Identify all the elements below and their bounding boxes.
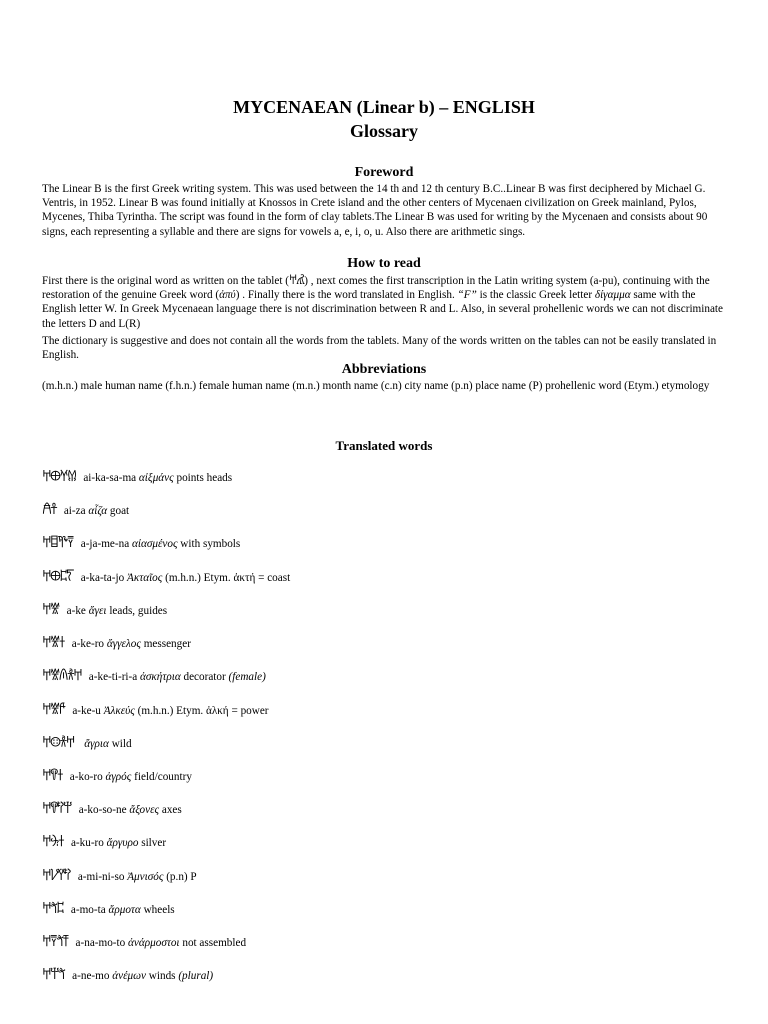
linear-b-glyph: 𐀁𐀼 bbox=[42, 503, 56, 518]
glossary-entry bbox=[42, 669, 732, 685]
transliteration: a-ja-me-na bbox=[80, 538, 130, 550]
greek-word: ἄγρια bbox=[84, 738, 109, 750]
transliteration: a-ku-ro bbox=[70, 837, 104, 849]
glossary-entry bbox=[42, 802, 732, 818]
transliteration: a-ne-mo bbox=[72, 970, 110, 982]
greek-word: ἄξονες bbox=[129, 804, 160, 816]
greek-word: ἄγγελος bbox=[106, 638, 141, 650]
greek-word: Ἀλκεύς bbox=[103, 705, 135, 717]
greek-word: Ἀκταῖος bbox=[126, 572, 163, 584]
linear-b-glyph: 𐀀𐀒𐀫 bbox=[42, 769, 62, 784]
greek-word: αἰασμένος bbox=[131, 538, 178, 550]
greek-word: ἀνάρμοστοι bbox=[128, 937, 180, 949]
linear-b-glyph: 𐀀𐀗𐀲 bbox=[42, 902, 63, 917]
transliteration: a-ke-ti-ri-a bbox=[88, 671, 138, 683]
glossary-entry bbox=[42, 869, 732, 885]
htr-text-b: ) , next comes the first transcription in the Latin writing system (a-pu), continuing with the restoration of the genuine Greek word ( bbox=[42, 275, 710, 302]
htr-text-e: same with the English letter W. In Greek Mycenaean language there is not discrimination between R and L. Also, in several prohellenic words we can not discriminate the letters D and L(R) bbox=[42, 289, 723, 330]
title-line-1: MYCENAEAN (Linear b) – ENGLISH bbox=[233, 97, 535, 117]
transliteration: a-ke-ro bbox=[71, 638, 105, 650]
translated-words-heading: Translated words bbox=[335, 438, 433, 453]
htr-text-a: First there is the original word as written on the tablet ( bbox=[42, 275, 289, 287]
meaning-note: (female) bbox=[228, 671, 266, 683]
transliteration: a-mo-ta bbox=[70, 904, 106, 916]
glossary-entry bbox=[42, 503, 732, 519]
linear-b-glyph: 𐀀𐀚𐀗 bbox=[42, 968, 65, 983]
linear-b-glyph: 𐀀𐀐 bbox=[42, 603, 59, 618]
linear-b-glyph: 𐀀𐀊𐀕𐀙 bbox=[42, 536, 73, 551]
transliteration: ai-za bbox=[63, 505, 86, 517]
greek-word: Ἀμνισός bbox=[127, 871, 164, 883]
english-meaning: points heads bbox=[176, 472, 233, 484]
greek-word: ἅρμοτα bbox=[108, 904, 141, 916]
glossary-entry bbox=[42, 603, 732, 619]
htr-quote: “F” bbox=[457, 289, 477, 302]
english-meaning: goat bbox=[109, 505, 130, 517]
glossary-entry bbox=[42, 703, 732, 719]
transliteration: a-na-mo-to bbox=[75, 937, 126, 949]
greek-word: ἀσκήτρια bbox=[140, 671, 181, 683]
english-meaning: not assembled bbox=[182, 937, 247, 949]
abbreviations-heading: Abbreviations bbox=[341, 362, 427, 377]
english-meaning: leads, guides bbox=[109, 605, 168, 617]
linear-b-glyph: 𐀀𐀐𐀫 bbox=[42, 636, 64, 651]
glossary-entry bbox=[42, 968, 732, 984]
htr-greek-word: ἀπύ bbox=[219, 289, 236, 302]
linear-b-glyph: 𐀀𐀐𐀄 bbox=[42, 703, 65, 718]
glossary-entry bbox=[42, 636, 732, 652]
title-line-2: Glossary bbox=[349, 121, 418, 141]
foreword-text: The Linear B is the first Greek writing system. This was used between the 14 th and 12 th century B.C..Linear B was first deciphered by Michael G. Ventris, in 1952. Linear B was found initially at Knossos in Crete island and the other centers of Mycenaen civilization on Greek mainland, Pylos, Mycenes, Thiba Tyrintha. The script was found in the form of clay tablets.The Linear B was used for writing by the Mycenaen and consists about 90 signs, each representing a syllable and there are signs for vowels a, e, i, o, u. Also there are arithmetic sings. bbox=[42, 183, 708, 238]
how-to-read-heading: How to read bbox=[347, 256, 421, 271]
glossary-entry bbox=[42, 470, 732, 486]
meaning-note: (plural) bbox=[178, 970, 214, 982]
linear-b-glyph: 𐀀𐀖𐀛𐀰 bbox=[42, 869, 70, 884]
english-meaning: winds bbox=[148, 970, 176, 982]
how-to-read-note: The dictionary is suggestive and does not contain all the words from the tablets. Many of the words written on the tables can not be easily translated in English. bbox=[42, 335, 717, 362]
english-meaning: (m.h.n.) Etym. ἀλκή = power bbox=[137, 705, 269, 717]
how-to-read-paragraph bbox=[42, 273, 732, 331]
greek-word: αἰξμάνς bbox=[138, 472, 174, 484]
glossary-entry bbox=[42, 835, 732, 851]
english-meaning: axes bbox=[161, 804, 182, 816]
linear-b-glyph: 𐀀𐀐𐀴𐀪𐀀 bbox=[42, 669, 81, 684]
document-title bbox=[0, 95, 768, 143]
linear-b-example-glyph: 𐀀𐀢 bbox=[289, 273, 305, 287]
transliteration: a-ko-so-ne bbox=[78, 804, 127, 816]
linear-b-glyph: 𐀀𐀙𐀗𐀵 bbox=[42, 935, 68, 950]
english-meaning: (m.h.n.) Etym. ἀκτή = coast bbox=[165, 572, 291, 584]
linear-b-glyph: 𐀀𐀏𐀲𐀍 bbox=[42, 570, 73, 585]
htr-text-d: is the classic Greek letter bbox=[476, 289, 595, 302]
linear-b-glyph: 𐀀𐀏𐀭𐀔 bbox=[42, 470, 76, 485]
linear-b-glyph: 𐀀𐀤𐀪𐀀 bbox=[42, 736, 74, 751]
glossary-entry bbox=[42, 736, 732, 752]
glossary-entry bbox=[42, 769, 732, 785]
greek-word: αἶζα bbox=[88, 505, 108, 517]
linear-b-glyph: 𐀀𐀓𐀫 bbox=[42, 835, 63, 850]
english-meaning: silver bbox=[141, 837, 167, 849]
english-meaning: messenger bbox=[143, 638, 191, 650]
transliteration: a-ke-u bbox=[72, 705, 101, 717]
english-meaning: wild bbox=[111, 738, 132, 750]
transliteration: a-ko-ro bbox=[69, 771, 103, 783]
glossary-entry bbox=[42, 902, 732, 918]
transliteration: a-mi-ni-so bbox=[77, 871, 125, 883]
glossary-entry bbox=[42, 935, 732, 951]
greek-word: ἄγει bbox=[88, 605, 107, 617]
glossary-entry bbox=[42, 570, 732, 586]
htr-text-c: ) . Finally there is the word translated in English. bbox=[235, 289, 455, 302]
transliteration: a-ka-ta-jo bbox=[80, 572, 125, 584]
english-meaning: field/country bbox=[134, 771, 192, 783]
english-meaning: decorator bbox=[183, 671, 226, 683]
glossary-entry bbox=[42, 536, 732, 552]
linear-b-glyph: 𐀀𐀒𐀰𐀚 bbox=[42, 802, 71, 817]
english-meaning: wheels bbox=[143, 904, 175, 916]
greek-word: ἀγρός bbox=[105, 771, 132, 783]
transliteration: a-ke bbox=[66, 605, 86, 617]
greek-word: ἀνέμων bbox=[112, 970, 146, 982]
transliteration: ai-ka-sa-ma bbox=[83, 472, 137, 484]
english-meaning: with symbols bbox=[180, 538, 241, 550]
greek-word: ἄργυρο bbox=[106, 837, 139, 849]
english-meaning: (p.n) P bbox=[166, 871, 197, 883]
htr-digamma: δίγαμμα bbox=[594, 289, 631, 302]
foreword-heading: Foreword bbox=[354, 165, 414, 180]
abbreviations-text: (m.h.n.) male human name (f.h.n.) female human name (m.n.) month name (c.n) city name (p.n) place name (P) prohellenic word (Etym.) etymology bbox=[42, 380, 710, 392]
